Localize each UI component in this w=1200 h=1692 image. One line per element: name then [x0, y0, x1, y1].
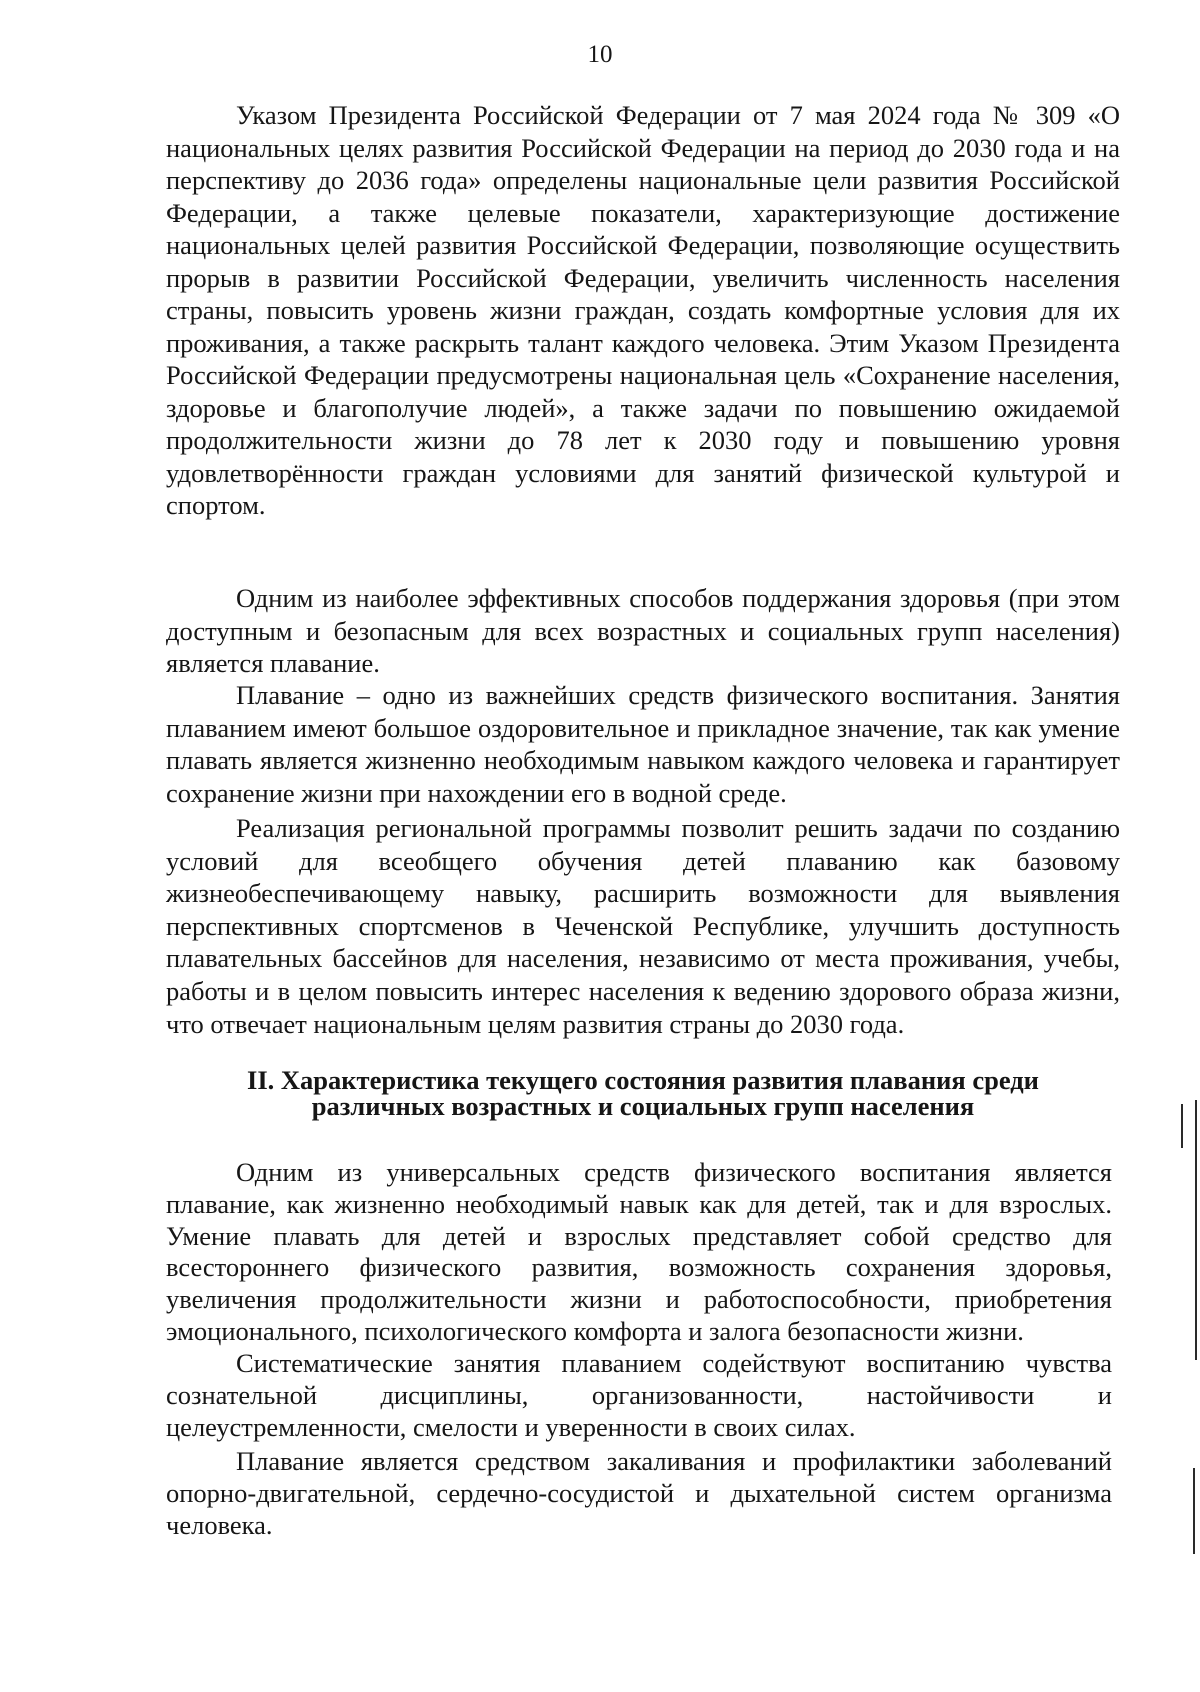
- paragraph-hardening-prevention: Плавание является средством закаливания и профилактики заболеваний опорно-двигательной, сердечно-сосудистой и дыхательной систем организма человека.: [166, 1446, 1112, 1540]
- paragraph-swimming-importance: Плавание – одно из важнейших средств физического воспитания. Занятия плаванием имеют большое оздоровительное и прикладное значение, так как умение плавать является жизненно необходимым навыком каждого человека и гарантирует сохранение жизни при нахождении его в водной среде.: [166, 680, 1120, 808]
- scan-artifact-line: [1193, 1468, 1195, 1554]
- section-heading-line-1: II. Характеристика текущего состояния развития плавания среди: [247, 1065, 1039, 1095]
- paragraph-swimming-health: Одним из наиболее эффективных способов поддержания здоровья (при этом доступным и безопасным для всех возрастных и социальных групп населения) является плавание.: [166, 583, 1120, 679]
- paragraph-program-implementation: Реализация региональной программы позволит решить задачи по созданию условий для всеобщего обучения детей плаванию как базовому жизнеобеспечивающему навыку, расширить возможности для выявления перспективных спортсменов в Чеченской Республике, улучшить доступность плавательных бассейнов для населения, независимо от места проживания, учебы, работы и в целом повысить интерес населения к ведению здорового образа жизни, что отвечает национальным целям развития страны до 2030 года.: [166, 813, 1120, 1039]
- paragraph-systematic-training: Систематические занятия плаванием содействуют воспитанию чувства сознательной дисциплины, организованности, настойчивости и целеустремленности, смелости и уверенности в своих силах.: [166, 1348, 1112, 1442]
- scan-artifact-line: [1181, 1104, 1183, 1148]
- paragraph-universal-means: Одним из универсальных средств физического воспитания является плавание, как жизненно необходимый навык как для детей, так и для взрослых. Умение плавать для детей и взрослых представляет собой средство для всестороннего физического развития, возможность сохранения здоровья, увеличения продолжительности жизни и работоспособности, приобретения эмоционального, психологического комфорта и залога безопасности жизни.: [166, 1157, 1112, 1346]
- section-heading: [166, 1067, 1120, 1119]
- section-heading-line-2: различных возрастных и социальных групп населения: [311, 1091, 975, 1121]
- paragraph-national-goals-decree: Указом Президента Российской Федерации от 7 мая 2024 года № 309 «О национальных целях развития Российской Федерации на период до 2030 года и на перспективу до 2036 года» определены национальные цели развития Российской Федерации, а также целевые показатели, характеризующие достижение национальных целей развития Российской Федерации, позволяющие осуществить прорыв в развитии Российской Федерации, увеличить численность населения страны, повысить уровень жизни граждан, создать комфортные условия для их проживания, а также раскрыть талант каждого человека. Этим Указом Президента Российской Федерации предусмотрены национальная цель «Сохранение населения, здоровье и благополучие людей», а также задачи по повышению ожидаемой продолжительности жизни до 78 лет к 2030 году и повышению уровня удовлетворённости граждан условиями для занятий физической культурой и спортом.: [166, 100, 1120, 520]
- page-number: 10: [587, 41, 613, 68]
- scan-artifact-line: [1195, 1100, 1197, 1360]
